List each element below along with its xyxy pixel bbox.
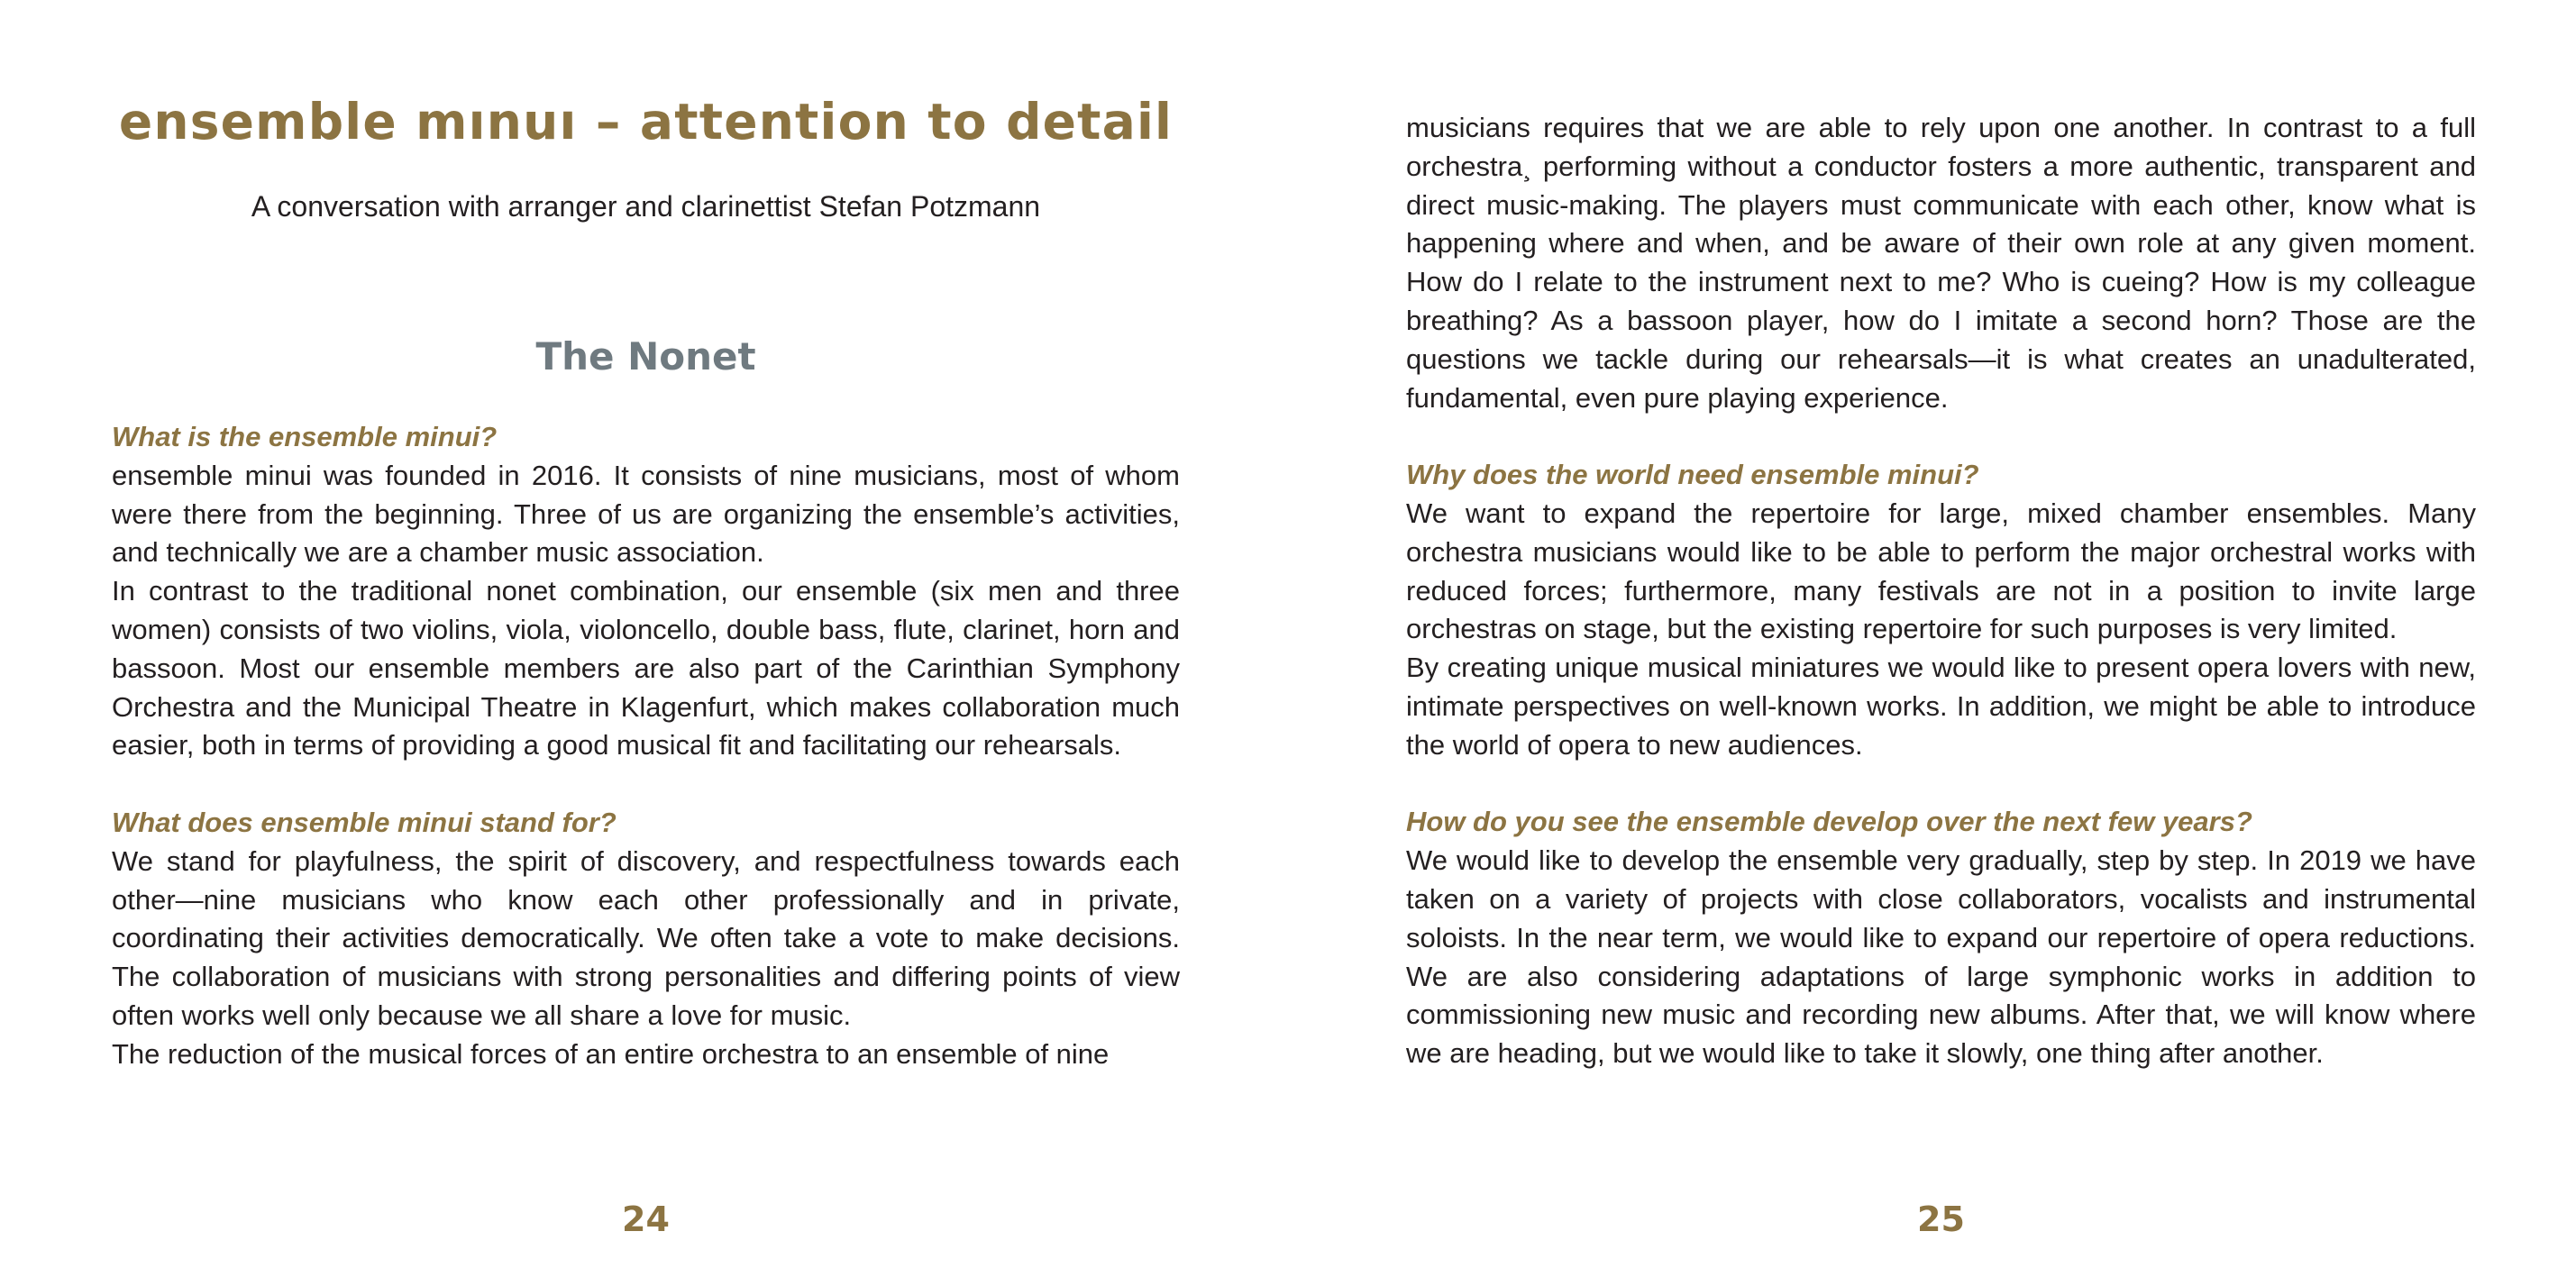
paragraph-gap [1406, 765, 2476, 804]
page-number-left: 24 [622, 1199, 670, 1239]
section-heading: The Nonet [535, 334, 756, 379]
left-body-text [112, 418, 1180, 1074]
left-page [112, 0, 1180, 1277]
answer-4-paragraph-1: We would like to develop the ensemble very gradually, step by step. In 2019 we have taken on a variety of projects with close collaborators, vocalists and instrumental soloists. In the near term, we would like to expand our repertoire of opera reductions. We are also considering adaptations of large symphonic works in addition to commissioning new music and recording new albums. After that, we will know where we are heading, but we would like to take it slowly, one thing after another. [1406, 844, 2476, 1070]
question-2: What does ensemble minui stand for? [112, 806, 617, 838]
question-3: Why does the world need ensemble minui? [1406, 459, 1979, 491]
right-body-text [1406, 109, 2476, 1073]
answer-3-paragraph-2: By creating unique musical miniatures we would like to present opera lovers with new, intimate perspectives on well-known works. In addition, we might be able to introduce the world of opera to new audiences. [1406, 652, 2476, 761]
paragraph-gap [112, 765, 1180, 804]
answer-2-paragraph-2: The reduction of the musical forces of an entire orchestra to an ensemble of nine [112, 1037, 1110, 1070]
question-1: What is the ensemble minui? [112, 421, 498, 452]
answer-2-paragraph-1: We stand for playfulness, the spirit of discovery, and respectfulness towards each other—nine musicians who know each other professionally and in private, coordinating their activities democratically. We often take a vote to make decisions. The collaboration of musicians with strong personalities and differing points of view often works well only because we all share a love for music. [112, 844, 1180, 1031]
paragraph-gap [1406, 417, 2476, 456]
answer-1-paragraph-2: In contrast to the traditional nonet combination, our ensemble (six men and three women) consists of two violins, viola, violoncello, double bass, flute, clarinet, horn and bassoon. Most our ensemble members are also part of the Carinthian Symphony Orchestra and the Municipal Theatre in Klagenfurt, which makes collaboration much easier, both in terms of providing a good musical fit and facilitating our rehearsals. [112, 575, 1180, 762]
answer-2-continuation: musicians requires that we are able to rely upon one another. In contrast to a full orchestra¸ performing without a conductor fosters a more authentic, transparent and direct music-making. The players must communicate with each other, know what is happening where and when, and be aware of their own role at any given moment. How do I relate to the instrument next to me? Who is cueing? How is my colleague breathing? As a bassoon player, how do I imitate a second horn? Those are the questions we tackle during our rehearsals—it is what creates an unadulterated, fundamental, even pure playing experience. [1406, 112, 2476, 414]
right-page [1406, 0, 2476, 1277]
article-subtitle: A conversation with arranger and clarinettist Stefan Potzmann [251, 190, 1041, 223]
page-number-right: 25 [1917, 1199, 1965, 1239]
answer-1-paragraph-1: ensemble minui was founded in 2016. It consists of nine musicians, most of whom were there from the beginning. Three of us are organizing the ensemble’s activities, and technically we are a chamber music association. [112, 459, 1180, 569]
article-title: ensemble mınuı – attention to detail [118, 93, 1174, 151]
answer-3-paragraph-1: We want to expand the repertoire for large, mixed chamber ensembles. Many orchestra musicians would like to be able to perform the major orchestral works with reduced forces; furthermore, many festivals are not in a position to invite large orchestras on stage, but the existing repertoire for such purposes is very limited. [1406, 497, 2476, 645]
question-4: How do you see the ensemble develop over the next few years? [1406, 806, 2252, 838]
